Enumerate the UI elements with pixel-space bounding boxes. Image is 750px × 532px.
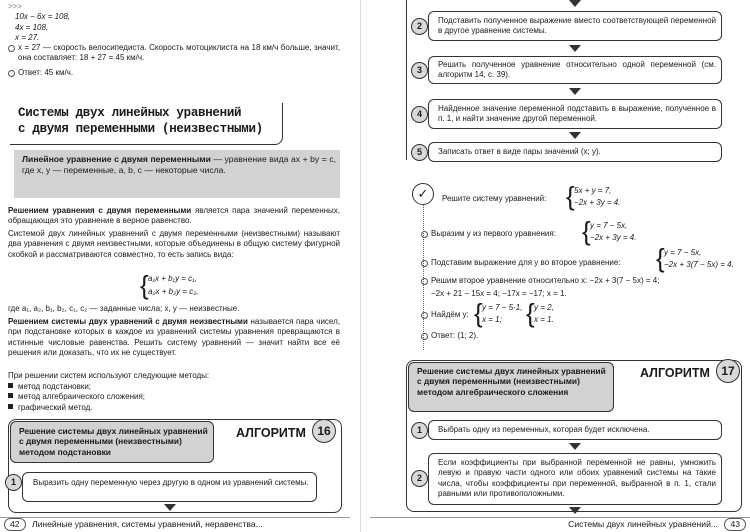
example-system: { 5x + y = 7, −2x + 3y = 4. <box>566 181 621 211</box>
algorithm-16-title-box <box>10 421 214 463</box>
algorithm-label: АЛГОРИТМ <box>640 366 710 380</box>
list-item: метод подстановки; <box>8 382 145 392</box>
step-bullet-icon <box>421 260 428 267</box>
step-text: Выбрать одну из переменных, которая будет исключена. <box>438 425 650 434</box>
example-step-continued: −2x + 21 − 15x = 4; −17x = −17; x = 1. <box>431 289 567 298</box>
step-box <box>428 453 722 505</box>
right-footer <box>568 517 750 532</box>
example-system: { y = 2, x = 1. <box>526 298 554 328</box>
arrow-down-icon <box>569 88 581 95</box>
system-line: a₂x + b₂y = c₂, <box>148 287 199 296</box>
step-bullet-icon <box>421 312 428 319</box>
step-number-badge: 1 <box>411 422 428 439</box>
algorithm-16-title: Решение системы двух линейных уравнений с двумя переменными (неизвестными) методом подстановки <box>19 426 208 457</box>
arrow-down-icon <box>569 443 581 450</box>
example-system: { y = 7 − 5x, −2x + 3y = 4. <box>582 216 637 246</box>
step-bullet-icon <box>421 278 428 285</box>
system-formula <box>140 272 220 300</box>
list-item: метод алгебраического сложения; <box>8 392 145 402</box>
square-bullet-icon <box>8 393 13 398</box>
answer-line: Ответ: 45 км/ч. <box>18 68 73 78</box>
methods-list <box>8 382 145 413</box>
step-text: Подставить полученное выражение вместо соответствующей переменной в другое уравнение системы. <box>438 16 716 36</box>
paragraph-3: где a₁, a₂, b₁, b₂, c₁, c₂ — заданные числа; x, y — неизвестные. <box>8 304 240 313</box>
step-text: Выразить одну переменную через другую в одном из уравнений системы. <box>33 478 309 487</box>
algorithm-17-title: Решение системы двух линейных уравнений с двумя переменными (неизвестными) методом алгебраического сложения <box>417 366 606 397</box>
arrow-down-icon <box>164 504 176 511</box>
step-text: Решить полученное уравнение относительно одной переменной (см. алгоритм 14, с. 39). <box>438 60 716 80</box>
step-bullet-icon <box>421 231 428 238</box>
page-number: 43 <box>724 518 746 531</box>
paragraph-1: Решением уравнения с двумя переменными является пара значений переменных, обращающая это уравнение в верное равенство. <box>8 206 340 226</box>
paragraph-2: Системой двух линейных уравнений с двумя переменными (неизвестными) называют два уравнения с двумя неизвестными, которые объединены в общую систему фигурной скобкой и рассматриваются совместно, то есть запись вида: <box>8 229 340 259</box>
section-title-box <box>10 103 283 145</box>
step-number-badge: 3 <box>411 62 428 79</box>
step-box <box>428 420 722 440</box>
arrow-down-icon <box>569 0 581 7</box>
algorithm-line <box>406 0 407 160</box>
page-number: 42 <box>4 518 26 531</box>
definition-box <box>14 150 340 198</box>
footer-text: Системы двух линейных уравнений... <box>568 519 719 529</box>
example-step: Найдём y: <box>431 310 469 320</box>
system-line: a₁x + b₁y = c₁, <box>148 274 197 283</box>
list-item: графический метод. <box>8 403 145 413</box>
example-system: { y = 7 − 5x, −2x + 3(7 − 5x) = 4. <box>656 243 734 273</box>
brace-icon: { <box>474 298 483 328</box>
example-step: Выразим y из первого уравнения: <box>431 229 556 239</box>
checkmark-icon: ✓ <box>412 183 434 205</box>
example-task: Решите систему уравнений: <box>442 194 547 203</box>
step-number-badge: 2 <box>411 470 428 487</box>
algorithm-17-title-box <box>408 362 614 412</box>
step-box <box>428 99 722 129</box>
calc-line: 4x = 108, <box>15 22 49 32</box>
left-footer <box>0 517 263 532</box>
brace-icon: { <box>656 243 665 273</box>
step-box <box>428 56 722 84</box>
step-number-badge: 5 <box>411 144 428 161</box>
page-gutter <box>360 0 361 532</box>
example-step: Подставим выражение для y во второе уравнение: <box>431 258 621 268</box>
calc-line: x = 27. <box>15 33 40 43</box>
brace-icon: { <box>582 216 591 246</box>
step-bullet-icon <box>421 333 428 340</box>
example-answer: Ответ: (1; 2). <box>431 331 478 341</box>
calc-line: 10x − 6x = 108, <box>15 12 71 22</box>
algorithm-number-badge: 17 <box>716 359 740 383</box>
step-bullet-icon <box>8 70 15 77</box>
definition-text: Линейное уравнение с двумя переменными — уравнение вида ax + by = c, где x, y — переменные, a, b, c — некоторые числа. <box>22 154 336 175</box>
calc-line: >>> <box>8 2 23 11</box>
paragraph-4: Решением системы двух уравнений с двумя неизвестными называется пара чисел, при подстановке которых в каждое из уравнений системы уравнения превращаются в истинные числовые равенства. Решить систему уравнений — значит найти все её решения или доказать, что их не существует. <box>8 317 341 358</box>
brace-icon: { <box>566 181 575 211</box>
step-text: Если коэффициенты при выбранной переменной не равны, умножить левую и правую части одного или обоих уравнений системы на такие числа, чтобы коэффициенты при переменной, выбранной в п. 1, стали равными или противоположными. <box>438 458 716 499</box>
step-bullet-icon <box>8 45 15 52</box>
arrow-down-icon <box>569 507 581 514</box>
step-box <box>428 11 722 41</box>
algorithm-label: АЛГОРИТМ <box>236 426 306 440</box>
answer-step: x = 27 — скорость велосипедиста. Скорость мотоциклиста на 18 км/ч больше, значит, она составляет: 18 + 27 = 45 км/ч. <box>18 43 340 64</box>
algorithm-number-badge: 16 <box>312 419 336 443</box>
top-calc <box>8 2 70 44</box>
step-number-badge: 2 <box>411 18 428 35</box>
arrow-down-icon <box>569 45 581 52</box>
arrow-down-icon <box>569 132 581 139</box>
step-number-badge: 1 <box>5 474 22 491</box>
square-bullet-icon <box>8 383 13 388</box>
step-box <box>428 142 722 162</box>
brace-icon: { <box>140 270 149 300</box>
example-step: Решим второе уравнение относительно x: −2x + 3(7 − 5x) = 4; <box>431 276 659 286</box>
paragraph-5: При решении систем используют следующие методы: <box>8 371 210 380</box>
brace-icon: { <box>526 298 535 328</box>
footer-text: Линейные уравнения, системы уравнений, неравенства... <box>31 519 263 529</box>
step-text: Записать ответ в виде пары значений (x; y). <box>438 147 601 156</box>
step-number-badge: 4 <box>411 106 428 123</box>
section-title: Системы двух линейных уравнений с двумя переменными (неизвестными) <box>18 106 263 136</box>
example-system: { y = 7 − 5·1, x = 1; <box>474 298 523 328</box>
step-text: Найденное значение переменной подставить в выражение, полученное в п. 1, и найти значение другой переменной. <box>438 104 716 124</box>
square-bullet-icon <box>8 404 13 409</box>
step-box <box>22 472 317 502</box>
